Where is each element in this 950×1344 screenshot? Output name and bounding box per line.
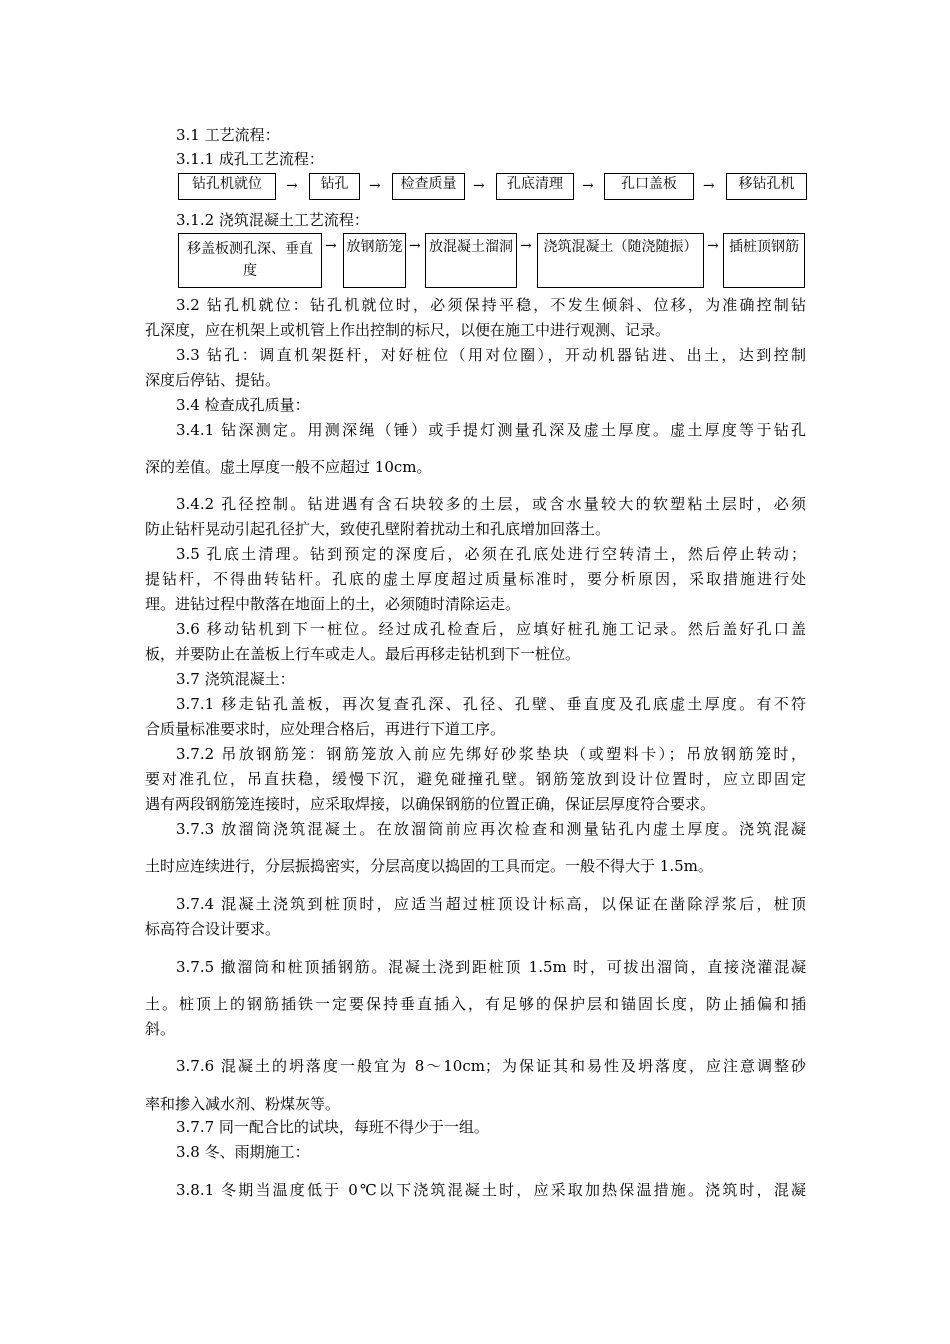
flow2-step-4: 浇筑混凝土（随浇随振） bbox=[537, 233, 704, 288]
para-3-3-line2: 深度后停钻、提钻。 bbox=[145, 371, 281, 389]
flow2-arrow-1: → bbox=[325, 238, 337, 254]
para-3-7-2-line3: 遇有两段钢筋笼连接时，应采取焊接，以确保钢筋的位置正确，保证层厚度符合要求。 bbox=[145, 795, 716, 813]
flow2-step-3: 放混凝土溜洞 bbox=[425, 233, 517, 288]
para-3-7-7: 3.7.7 同一配合比的试块，每班不得少于一组。 bbox=[176, 1118, 489, 1136]
para-3-2-line2: 孔深度，应在机架上或机管上作出控制的标尺，以便在施工中进行观测、记录。 bbox=[145, 321, 671, 339]
flow1-step-4: 孔底清理 bbox=[496, 173, 574, 200]
para-3-7-5-line3: 斜。 bbox=[145, 1020, 176, 1038]
flow1-step-5: 孔口盖板 bbox=[604, 173, 694, 200]
flow1-step-1: 钻孔机就位 bbox=[178, 173, 276, 200]
para-3-8-1-line1: 3.8.1 冬期当温度低于 0℃以下浇筑混凝土时，应采取加热保温措施。浇筑时，混凝 bbox=[176, 1181, 806, 1199]
para-3-7-1-line2: 合质量标准要求时，应处理合格后，再进行下道工序。 bbox=[145, 720, 506, 738]
para-3-7-6-line2: 率和掺入减水剂、粉煤灰等。 bbox=[145, 1095, 341, 1113]
para-3-7-2-line1: 3.7.2 吊放钢筋笼：钢筋笼放入前应先绑好砂浆垫块（或塑料卡）；吊放钢筋笼时， bbox=[176, 745, 806, 763]
flow2-arrow-3: → bbox=[520, 238, 532, 254]
flow1-arrow-5: → bbox=[703, 178, 715, 194]
para-3-7-5-line2: 土。桩顶上的钢筋插铁一定要保持垂直插入，有足够的保护层和锚固长度，防止插偏和插 bbox=[145, 995, 806, 1013]
para-3-4-1-line2: 深的差值。虚土厚度一般不应超过 10cm。 bbox=[145, 458, 432, 476]
flow1-arrow-1: → bbox=[286, 178, 298, 194]
flow1-step-3: 检查质量 bbox=[392, 173, 465, 200]
para-3-5-line3: 理。进钻过程中散落在地面上的土，必须随时清除运走。 bbox=[145, 595, 521, 613]
flow1-arrow-3: → bbox=[473, 178, 485, 194]
para-3-4: 3.4 检查成孔质量： bbox=[176, 396, 310, 414]
para-3-7-4-line2: 标高符合设计要求。 bbox=[145, 920, 281, 938]
heading-3-1-2: 3.1.2 浇筑混凝土工艺流程： bbox=[176, 211, 369, 229]
para-3-7-6-line1: 3.7.6 混凝土的坍落度一般宜为 8～10cm；为保证其和易性及坍落度，应注意调整砂 bbox=[176, 1057, 806, 1075]
flow2-step-1-line2: 度 bbox=[243, 263, 257, 279]
para-3-5-line1: 3.5 孔底土清理。钻到预定的深度后，必须在孔底处进行空转清土，然后停止转动； bbox=[176, 545, 806, 563]
para-3-6-line1: 3.6 移动钻机到下一桩位。经过成孔检查后，应填好桩孔施工记录。然后盖好孔口盖 bbox=[176, 620, 806, 638]
para-3-7-1-line1: 3.7.1 移走钻孔盖板，再次复查孔深、孔径、孔壁、垂直度及孔底虚土厚度。有不符 bbox=[176, 695, 806, 713]
para-3-3-line1: 3.3 钻孔：调直机架挺杆，对好桩位（用对位圈），开动机器钻进、出土，达到控制 bbox=[176, 346, 806, 364]
flow1-step-6: 移钻孔机 bbox=[726, 173, 807, 200]
para-3-7-2-line2: 要对准孔位，吊直扶稳，缓慢下沉，避免碰撞孔壁。钢筋笼放到设计位置时，应立即固定 bbox=[145, 770, 806, 788]
para-3-7-5-line1: 3.7.5 撤溜筒和桩顶插钢筋。混凝土浇到距桩顶 1.5m 时，可拔出溜筒，直接浇灌混凝 bbox=[176, 958, 806, 976]
flow1-arrow-2: → bbox=[369, 178, 381, 194]
heading-3-1-1: 3.1.1 成孔工艺流程： bbox=[176, 150, 324, 168]
flow1-arrow-4: → bbox=[582, 178, 594, 194]
para-3-4-1-line1: 3.4.1 钻深测定。用测深绳（锤）或手提灯测量孔深及虚土厚度。虚土厚度等于钻孔 bbox=[176, 421, 806, 439]
para-3-5-line2: 提钻杆，不得曲转钻杆。孔底的虚土厚度超过质量标准时，要分析原因，采取措施进行处 bbox=[145, 570, 806, 588]
flow2-arrow-2: → bbox=[409, 238, 421, 254]
para-3-7-3-line2: 土时应连续进行，分层振捣密实，分层高度以捣固的工具而定。一般不得大于 1.5m。 bbox=[145, 857, 713, 875]
para-3-2-line1: 3.2 钻孔机就位：钻孔机就位时，必须保持平稳，不发生倾斜、位移，为准确控制钻 bbox=[176, 296, 806, 314]
para-3-7-4-line1: 3.7.4 混凝土浇筑到桩顶时，应适当超过桩顶设计标高，以保证在凿除浮浆后，桩顶 bbox=[176, 895, 806, 913]
flow2-step-1 bbox=[178, 233, 322, 288]
flow2-step-2: 放钢筋笼 bbox=[343, 233, 406, 288]
heading-3-1: 3.1 工艺流程： bbox=[176, 126, 280, 144]
flow1-step-2: 钻孔 bbox=[309, 173, 360, 200]
para-3-6-line2: 板，并要防止在盖板上行车或走人。最后再移走钻机到下一桩位。 bbox=[145, 645, 581, 663]
para-3-7-3-line1: 3.7.3 放溜筒浇筑混凝土。在放溜筒前应再次检查和测量钻孔内虚土厚度。浇筑混凝 bbox=[176, 820, 806, 838]
flow2-step-1-line1: 移盖板测孔深、垂直 bbox=[187, 241, 313, 257]
para-3-4-2-line1: 3.4.2 孔径控制。钻进遇有含石块较多的土层，或含水量较大的软塑粘土层时，必须 bbox=[176, 495, 806, 513]
para-3-8: 3.8 冬、雨期施工： bbox=[176, 1143, 310, 1161]
flow2-arrow-4: → bbox=[707, 238, 719, 254]
para-3-7: 3.7 浇筑混凝土： bbox=[176, 670, 295, 688]
para-3-4-2-line2: 防止钻杆晃动引起孔径扩大，致使孔壁附着扰动土和孔底增加回落土。 bbox=[145, 520, 611, 538]
flow2-step-5: 插桩顶钢筋 bbox=[723, 233, 805, 288]
